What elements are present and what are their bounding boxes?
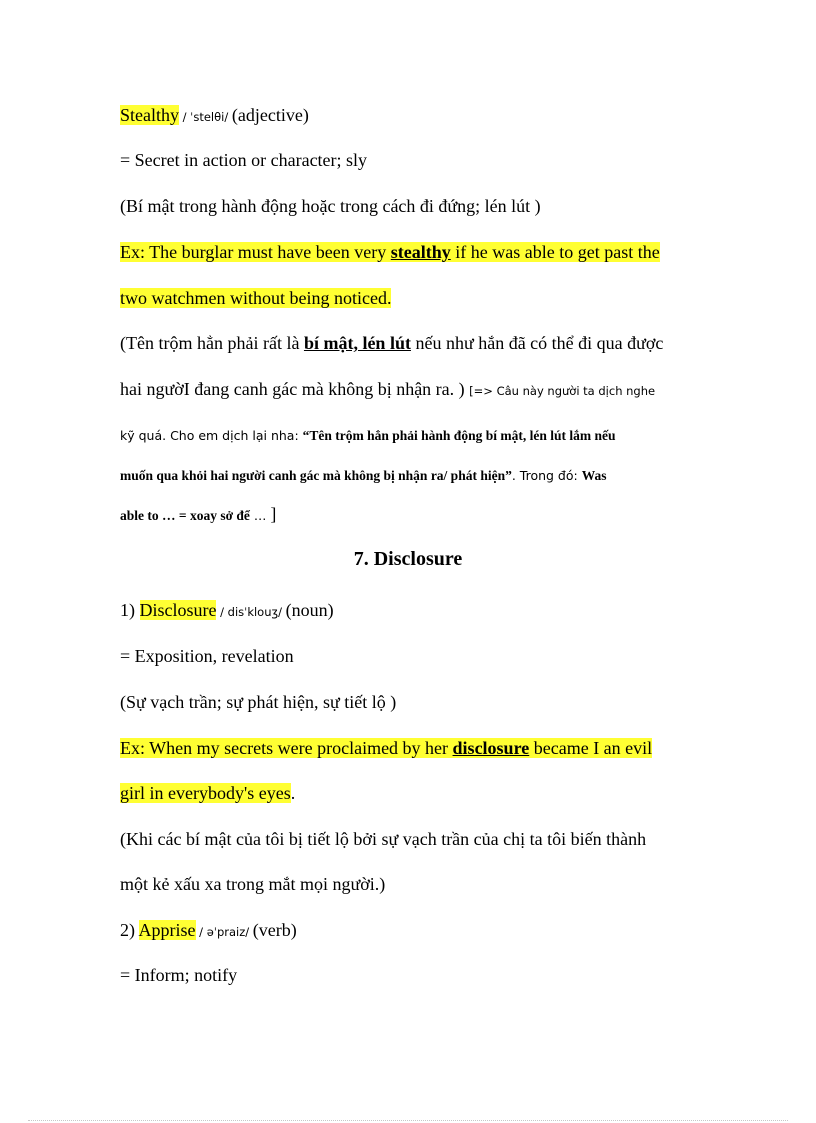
stealthy-note-line3-bold: muốn qua khỏi hai người canh gác mà không bị nhận ra/ phát hiện” — [120, 468, 512, 483]
disclosure-part-of-speech: (noun) — [285, 600, 334, 620]
stealthy-word: Stealthy — [120, 105, 179, 125]
disclosure-translation: (Sự vạch trần; sự phát hiện, sự tiết lộ ) — [120, 692, 397, 712]
disclosure-example-line-1 — [120, 737, 652, 759]
stealthy-example-translation-line-1 — [120, 332, 663, 354]
disclosure-example-start — [120, 738, 652, 758]
stealthy-pronunciation: / ˈstelθi/ — [179, 110, 232, 124]
disclosure-example-translation-line-2: một kẻ xấu xa trong mắt mọi người.) — [120, 874, 386, 894]
stealthy-example-post: if he was able to get past the — [450, 242, 660, 262]
disclosure-example-line-2 — [120, 782, 295, 804]
stealthy-note-line4-end: … — [249, 508, 271, 523]
stealthy-note-line2-bold: “Tên trộm hẳn phải hành động bí mật, lén lút lắm nếu — [302, 428, 616, 443]
stealthy-example-start — [120, 242, 660, 262]
disclosure-example-pre: Ex: When my secrets were proclaimed by her — [120, 738, 453, 758]
section-heading: 7. Disclosure — [353, 548, 463, 570]
stealthy-example-keyword: stealthy — [390, 242, 451, 262]
apprise-pronunciation: / əˈpraiz/ — [195, 925, 253, 939]
stealthy-ex-trans-keyword: bí mật, lén lút — [303, 333, 411, 353]
disclosure-example-line-2-text: girl in everybody's eyes — [120, 783, 291, 803]
stealthy-ex-trans-pre: (Tên trộm hẳn phải rất là — [120, 333, 304, 353]
apprise-word: Apprise — [138, 920, 196, 940]
stealthy-ex-trans-line2: hai ngườI đang canh gác mà không bị nhận ra. ) — [120, 379, 470, 399]
stealthy-example-line-1 — [120, 241, 660, 263]
apprise-number: 2) — [120, 920, 139, 940]
stealthy-translation: (Bí mật trong hành động hoặc trong cách đi đứng; lén lút ) — [120, 196, 541, 216]
disclosure-definition: = Exposition, revelation — [120, 646, 294, 666]
stealthy-note-close: ] — [270, 504, 277, 524]
disclosure-example-translation-line-1: (Khi các bí mật của tôi bị tiết lộ bởi sự vạch trần của chị ta tôi biến thành — [120, 829, 647, 849]
apprise-definition: = Inform; notify — [120, 965, 238, 985]
stealthy-example-line-2 — [120, 287, 391, 309]
stealthy-note-line4-bold: able to … = xoay sở để — [120, 508, 250, 523]
stealthy-headword-line — [120, 104, 309, 128]
apprise-part-of-speech: (verb) — [252, 920, 297, 940]
stealthy-note-line3-bold2: Was — [581, 468, 607, 483]
stealthy-ex-trans-post: nếu như hắn đã có thể đi qua được — [410, 333, 664, 353]
apprise-headword-line — [120, 919, 297, 943]
stealthy-note-open: [=> Câu này người ta dịch nghe — [469, 384, 656, 398]
disclosure-word: Disclosure — [139, 600, 217, 620]
page-bottom-rule — [28, 1120, 788, 1121]
stealthy-part-of-speech: (adjective) — [231, 105, 309, 125]
disclosure-number: 1) — [120, 600, 140, 620]
disclosure-example-line-2-end: . — [290, 783, 296, 803]
disclosure-headword-line — [120, 599, 334, 623]
stealthy-example-translation-line-2 — [120, 378, 655, 402]
disclosure-example-keyword: disclosure — [452, 738, 530, 758]
stealthy-note-line-2 — [120, 423, 615, 447]
stealthy-note-line3-mid: . Trong đó: — [511, 468, 582, 483]
stealthy-example-pre: Ex: The burglar must have been very — [120, 242, 391, 262]
stealthy-definition: = Secret in action or character; sly — [120, 150, 368, 170]
disclosure-pronunciation: / disˈklouʒ/ — [216, 605, 286, 619]
stealthy-note-line-4 — [120, 503, 276, 527]
stealthy-example-line-2-text: two watchmen without being noticed. — [120, 288, 392, 308]
stealthy-note-line-3 — [120, 463, 606, 487]
disclosure-example-post: became I an evil — [529, 738, 653, 758]
stealthy-note-line2-pre: kỹ quá. Cho em dịch lại nha: — [120, 428, 303, 443]
